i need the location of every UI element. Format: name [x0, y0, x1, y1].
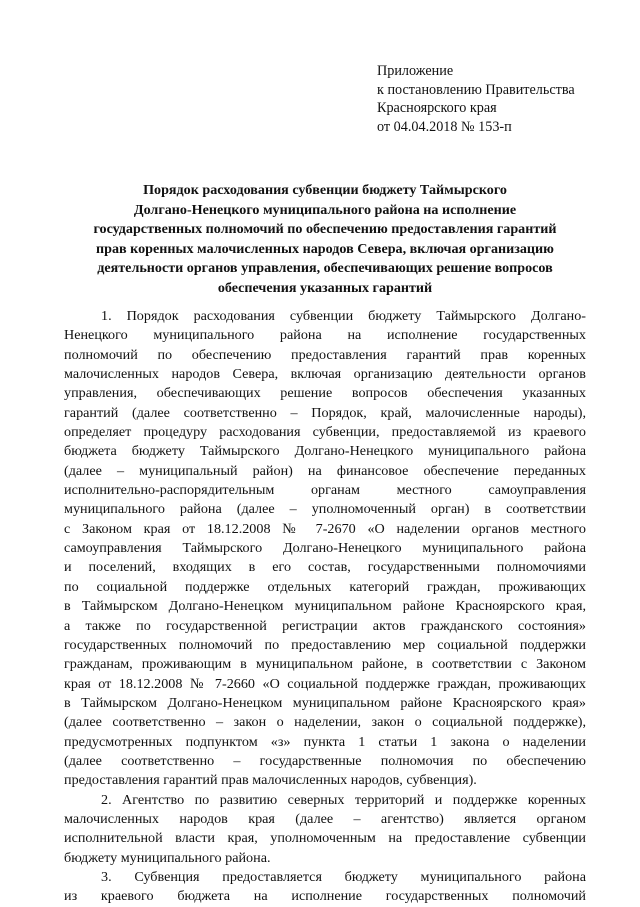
paragraph-1-line: малочисленных народов Севера, включая организацию деятельности органов [64, 366, 586, 383]
title-line: деятельности органов управления, обеспечивающих решение вопросов [97, 260, 553, 277]
paragraph-1-line: гарантий (далее соответственно – Порядок, край, малочисленные народы), [64, 404, 586, 421]
title-line: прав коренных малочисленных народов Севера, включая организацию [96, 240, 554, 257]
paragraph-1-line: с Законом края от 18.12.2008 № 7-2670 «О наделении органов местного [64, 520, 586, 537]
paragraph-2-line: малочисленных народов края (далее – агентство) является органом [64, 810, 586, 827]
paragraph-1-line: муниципального района (далее – уполномоченный орган) в соответствии [64, 501, 586, 518]
paragraph-3-line: 3. Субвенция предоставляется бюджету муниципального района [101, 868, 586, 885]
paragraph-1-line: (далее соответственно – государственные полномочия по обеспечению [64, 752, 586, 769]
appendix-line: к постановлению Правительства [377, 81, 575, 98]
paragraph-1-line: бюджета бюджету Таймырского Долгано-Ненецкого муниципального района [64, 443, 586, 460]
paragraph-1-line: в Таймырском Долгано-Ненецком муниципальном районе Красноярского края, [64, 598, 586, 615]
paragraph-1-line: самоуправления Таймырского Долгано-Ненецкого муниципального района [64, 540, 586, 557]
paragraph-1-line: 1. Порядок расходования субвенции бюджету Таймырского Долгано- [101, 308, 586, 324]
paragraph-1-line: исполнительно-распорядительным органам местного самоуправления [64, 482, 586, 499]
paragraph-1-line: предусмотренных подпунктом «з» пункта 1 статьи 1 закона о наделении [64, 733, 586, 750]
paragraph-1-line: по социальной поддержке отдельных категорий граждан, проживающих [64, 578, 586, 595]
title-line: государственных полномочий по обеспечению предоставления гарантий [93, 221, 557, 238]
paragraph-3-line: из краевого бюджета на исполнение государственных полномочий [64, 888, 586, 905]
title-line: Долгано-Ненецкого муниципального района на исполнение [133, 201, 517, 218]
title-line: обеспечения указанных гарантий [217, 279, 433, 296]
paragraph-2-line: 2. Агентство по развитию северных территорий и поддержке коренных [101, 791, 586, 808]
document-body [64, 307, 586, 907]
paragraph-1-line: определяет процедуру расходования субвенции, предоставляемой из краевого [64, 424, 586, 441]
paragraph-1-line: а также по государственной регистрации актов гражданского состояния» [64, 617, 586, 634]
appendix-line: Приложение [377, 63, 454, 79]
paragraph-1-line: Ненецкого муниципального района на исполнение государственных [64, 327, 586, 344]
paragraph-1-line: и поселений, входящих в его состав, государственными полномочиями [64, 559, 586, 576]
paragraph-2-line: исполнительной власти края, уполномоченным на предоставление субвенции [64, 830, 586, 847]
paragraph-2-line: бюджету муниципального района. [64, 849, 271, 866]
paragraph-1-line: края от 18.12.2008 № 7-2660 «О социальной поддержке граждан, проживающих [64, 675, 586, 692]
paragraph-1-line: в Таймырском Долгано-Ненецком муниципальном районе Красноярского края» [64, 694, 586, 711]
appendix-line: Красноярского края [377, 100, 497, 117]
title-line: Порядок расходования субвенции бюджету Таймырского [143, 182, 507, 198]
paragraph-1-line: предоставления гарантий прав малочисленных народов, субвенция). [64, 772, 477, 789]
document-title [64, 181, 586, 299]
appendix-line: от 04.04.2018 № 153-п [377, 118, 512, 135]
paragraph-1-line: управления, обеспечивающих решение вопросов обеспечения указанных [64, 385, 586, 402]
paragraph-1-line: полномочий по обеспечению предоставления гарантий прав коренных [64, 346, 586, 363]
paragraph-1-line: (далее соответственно – закон о наделении, закон о социальной поддержке), [64, 714, 586, 731]
paragraph-1-line: гражданам, проживающим в муниципальном районе, в соответствии с Законом [64, 656, 586, 673]
paragraph-1-line: (далее – муниципальный район) на финансовое обеспечение переданных [64, 462, 586, 479]
paragraph-1-line: государственных полномочий по предоставлению мер социальной поддержки [64, 636, 586, 653]
appendix-header [377, 62, 575, 136]
